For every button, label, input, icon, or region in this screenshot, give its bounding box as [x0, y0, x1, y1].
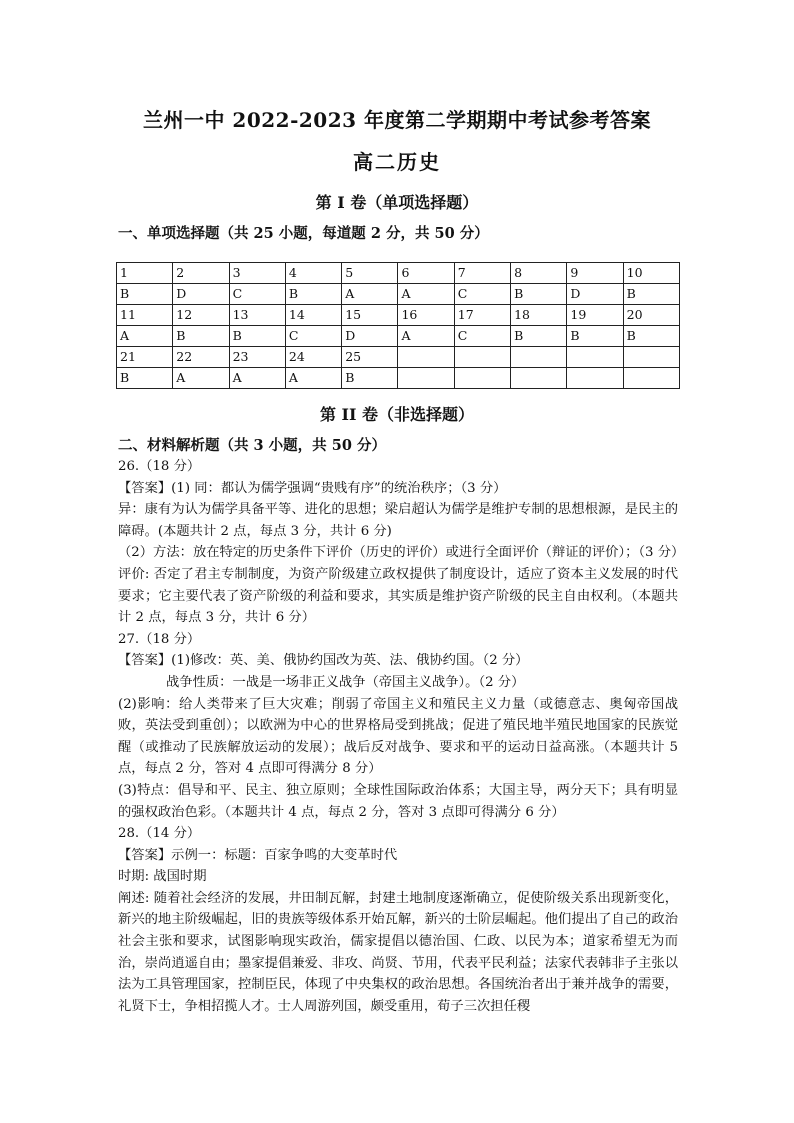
question-number-cell: 3: [229, 263, 285, 284]
question-number-cell: 9: [567, 263, 623, 284]
answer-cell: C: [454, 326, 510, 347]
answer-cell: [511, 368, 567, 389]
question-number-cell: [511, 347, 567, 368]
question-number-cell: 2: [173, 263, 229, 284]
answer-cell: D: [567, 284, 623, 305]
answer-cell: A: [117, 326, 173, 347]
question-number-row: [117, 263, 680, 284]
q27-part3-features: (3)特点：倡导和平、民主、独立原则；全球性国际政治体系；大国主导，两分天下；具有明显的强权政治色彩。（本题共计 4 点，每点 2 分，答对 3 点即可得满分 6 分）: [118, 782, 678, 820]
answer-cell: B: [567, 326, 623, 347]
question-number-cell: 7: [454, 263, 510, 284]
answer-cell: A: [173, 368, 229, 389]
q26-part1-same: 【答案】(1) 同：都认为儒学强调“贵贱有序”的统治秩序；（3 分）: [118, 480, 507, 496]
question-number-cell: 16: [398, 305, 454, 326]
question-number-cell: 21: [117, 347, 173, 368]
answer-cell: C: [454, 284, 510, 305]
q27-part1-revision: 【答案】(1)修改：英、美、俄协约国改为英、法、俄协约国。（2 分）: [118, 653, 529, 669]
question-number-cell: 19: [567, 305, 623, 326]
answer-cell: B: [117, 368, 173, 389]
q27-heading: 27.（18 分）: [118, 631, 201, 647]
question-number-cell: 4: [285, 263, 341, 284]
answer-row: [117, 284, 680, 305]
question-number-cell: 20: [623, 305, 679, 326]
answer-row: [117, 326, 680, 347]
q28-example-title: 【答案】示例一：标题：百家争鸣的大变革时代: [118, 847, 398, 863]
answer-cell: B: [229, 326, 285, 347]
question-number-cell: [567, 347, 623, 368]
question-number-cell: 11: [117, 305, 173, 326]
answer-cell: D: [342, 326, 398, 347]
q27-part2-impact: (2)影响：给人类带来了巨大灾难；削弱了帝国主义和殖民主义力量（或德意志、奥匈帝国战败，英法受到重创）；以欧洲为中心的世界格局受到挑战；促进了殖民地半殖民地国家的民族觉醒（或推动了民族解放运动的发展）；战后反对战争、要求和平的运动日益高涨。（本题共计 5 点，每点 2 分，答对 4 点即可得满分 8 分）: [118, 696, 678, 777]
answer-cell: B: [623, 284, 679, 305]
q28-elaboration: 阐述: 随着社会经济的发展，井田制瓦解，封建土地制度逐渐确立，促使阶级关系出现新变化，新兴的地主阶级崛起，旧的贵族等级体系开始瓦解，新兴的士阶层崛起。他们提出了自己的政治社会主张和要求，试图影响现实政治，儒家提倡以德治国、仁政、以民为本；道家希望无为而治，崇尚逍遥自由；墨家提倡兼爱、非攻、尚贤、节用，代表平民利益；法家代表韩非子主张以法为工具管理国家，控制臣民，体现了中央集权的政治思想。各国统治者出于兼并战争的需要，礼贤下士，争相招揽人才。士人周游列国，颇受重用，荀子三次担任稷: [118, 890, 678, 1014]
question-number-cell: 1: [117, 263, 173, 284]
q26-part2-evaluation: 评价: 否定了君主专制制度，为资产阶级建立政权提供了制度设计，适应了资本主义发展的时代要求；它主要代表了资产阶级的利益和要求，其实质是维护资产阶级的民主自由权利。（本题共计 2 点，每点 3 分，共计 6 分）: [118, 566, 678, 626]
q26-part2-method: （2）方法：放在特定的历史条件下评价（历史的评价）或进行全面评价（辩证的评价）；（3 分）: [118, 545, 685, 561]
answer-cell: A: [398, 284, 454, 305]
question-number-cell: 24: [285, 347, 341, 368]
answer-cell: B: [285, 284, 341, 305]
question-number-cell: 22: [173, 347, 229, 368]
answer-cell: B: [511, 326, 567, 347]
answer-body: [118, 456, 685, 1017]
answer-cell: [398, 368, 454, 389]
answer-cell: [454, 368, 510, 389]
part2-heading: 第 II 卷（非选择题）: [319, 405, 475, 424]
question-number-cell: 6: [398, 263, 454, 284]
question-number-cell: 10: [623, 263, 679, 284]
answer-cell: B: [511, 284, 567, 305]
answer-cell: B: [173, 326, 229, 347]
answer-cell: A: [342, 284, 398, 305]
question-number-cell: 23: [229, 347, 285, 368]
answer-cell: A: [398, 326, 454, 347]
question-number-cell: [623, 347, 679, 368]
question-number-cell: 5: [342, 263, 398, 284]
q26-part1-diff: 异：康有为认为儒学具备平等、进化的思想；梁启超认为儒学是维护专制的思想根源，是民主的障碍。(本题共计 2 点，每点 3 分，共计 6 分): [118, 502, 678, 539]
document-title: 兰州一中 2022-2023 年度第二学期期中考试参考答案: [142, 108, 652, 132]
question-number-cell: [454, 347, 510, 368]
q26-heading: 26.（18 分）: [118, 459, 201, 474]
question-number-cell: 8: [511, 263, 567, 284]
q27-part1-nature: 战争性质：一战是一场非正义战争（帝国主义战争）。（2 分）: [166, 674, 525, 690]
answer-cell: [623, 368, 679, 389]
question-number-cell: 25: [342, 347, 398, 368]
question-number-row: [117, 305, 680, 326]
answer-cell: B: [117, 284, 173, 305]
answer-row: [117, 368, 680, 389]
answer-cell: D: [173, 284, 229, 305]
question-number-cell: 15: [342, 305, 398, 326]
section2-heading: 二、材料解析题（共 3 小题，共 50 分）: [118, 437, 386, 454]
answer-cell: A: [285, 368, 341, 389]
question-number-cell: 14: [285, 305, 341, 326]
q28-period: 时期: 战国时期: [118, 869, 207, 885]
part1-heading: 第 I 卷（单项选择题）: [315, 193, 479, 212]
answer-cell: C: [285, 326, 341, 347]
question-number-cell: 13: [229, 305, 285, 326]
answer-cell: A: [229, 368, 285, 389]
subject-title: 高二历史: [353, 150, 441, 174]
question-number-row: [117, 347, 680, 368]
answer-cell: [567, 368, 623, 389]
question-number-cell: 12: [173, 305, 229, 326]
section1-heading: 一、单项选择题（共 25 小题，每道题 2 分，共 50 分）: [118, 225, 489, 242]
question-number-cell: 17: [454, 305, 510, 326]
answer-cell: B: [623, 326, 679, 347]
answer-cell: B: [342, 368, 398, 389]
answer-cell: C: [229, 284, 285, 305]
question-number-cell: [398, 347, 454, 368]
answer-table: [116, 262, 680, 389]
question-number-cell: 18: [511, 305, 567, 326]
q28-heading: 28.（14 分）: [118, 826, 201, 842]
